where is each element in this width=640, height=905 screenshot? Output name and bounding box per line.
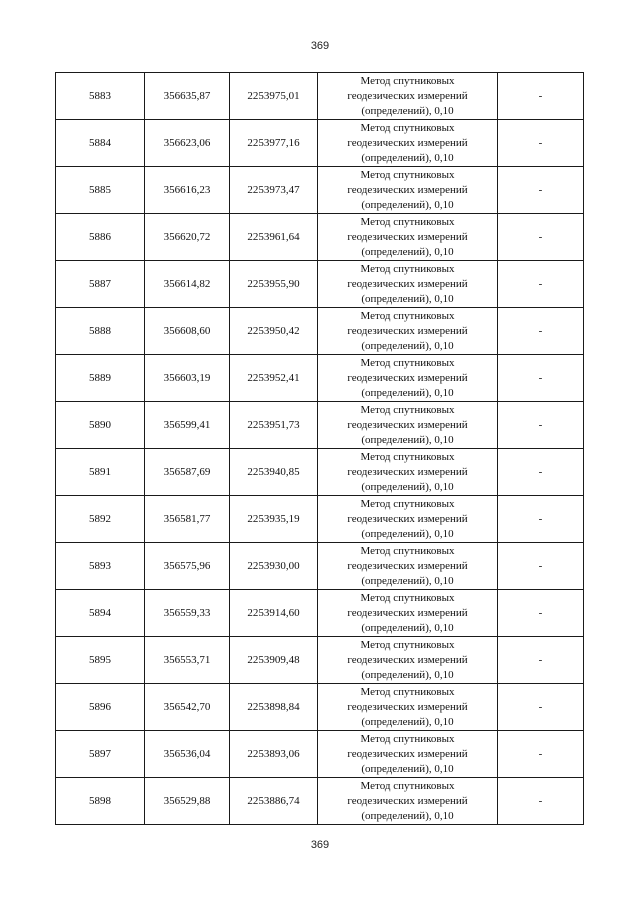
x-coordinate-cell: 356616,23 xyxy=(145,167,230,214)
method-line: Метод спутниковых xyxy=(360,732,455,745)
x-coordinate-cell: 356575,96 xyxy=(145,543,230,590)
method-line: геодезических измерений xyxy=(347,277,468,290)
y-coordinate-cell: 2253952,41 xyxy=(230,355,318,402)
method-line: Метод спутниковых xyxy=(360,497,455,510)
x-coordinate-cell: 356536,04 xyxy=(145,731,230,778)
method-line: геодезических измерений xyxy=(347,606,468,619)
method-line: (определений), 0,10 xyxy=(361,151,454,164)
table-row xyxy=(56,73,584,120)
y-coordinate-cell: 2253955,90 xyxy=(230,261,318,308)
point-number-cell: 5896 xyxy=(56,684,145,731)
table-row xyxy=(56,402,584,449)
description-cell: - xyxy=(498,402,584,449)
table-row xyxy=(56,684,584,731)
table-row xyxy=(56,590,584,637)
point-number-cell: 5888 xyxy=(56,308,145,355)
method-line: (определений), 0,10 xyxy=(361,198,454,211)
description-cell: - xyxy=(498,73,584,120)
method-cell xyxy=(318,261,498,308)
method-line: Метод спутниковых xyxy=(360,638,455,651)
y-coordinate-cell: 2253909,48 xyxy=(230,637,318,684)
table-row xyxy=(56,167,584,214)
description-cell: - xyxy=(498,355,584,402)
description-cell: - xyxy=(498,731,584,778)
table-row xyxy=(56,120,584,167)
point-number-cell: 5891 xyxy=(56,449,145,496)
method-line: Метод спутниковых xyxy=(360,356,455,369)
y-coordinate-cell: 2253893,06 xyxy=(230,731,318,778)
method-line: геодезических измерений xyxy=(347,136,468,149)
point-number-cell: 5883 xyxy=(56,73,145,120)
x-coordinate-cell: 356608,60 xyxy=(145,308,230,355)
description-cell: - xyxy=(498,167,584,214)
method-line: Метод спутниковых xyxy=(360,262,455,275)
method-line: геодезических измерений xyxy=(347,371,468,384)
method-line: геодезических измерений xyxy=(347,465,468,478)
table-row xyxy=(56,308,584,355)
coordinates-table-body xyxy=(56,73,584,825)
method-line: Метод спутниковых xyxy=(360,309,455,322)
description-cell: - xyxy=(498,120,584,167)
table-row xyxy=(56,449,584,496)
point-number-cell: 5895 xyxy=(56,637,145,684)
method-line: Метод спутниковых xyxy=(360,168,455,181)
x-coordinate-cell: 356529,88 xyxy=(145,778,230,825)
table-row xyxy=(56,496,584,543)
method-cell xyxy=(318,778,498,825)
method-line: (определений), 0,10 xyxy=(361,621,454,634)
y-coordinate-cell: 2253940,85 xyxy=(230,449,318,496)
method-line: (определений), 0,10 xyxy=(361,104,454,117)
x-coordinate-cell: 356635,87 xyxy=(145,73,230,120)
table-row xyxy=(56,214,584,261)
table-row xyxy=(56,778,584,825)
point-number-cell: 5893 xyxy=(56,543,145,590)
point-number-cell: 5884 xyxy=(56,120,145,167)
table-row xyxy=(56,543,584,590)
point-number-cell: 5890 xyxy=(56,402,145,449)
method-line: Метод спутниковых xyxy=(360,591,455,604)
method-line: Метод спутниковых xyxy=(360,450,455,463)
y-coordinate-cell: 2253977,16 xyxy=(230,120,318,167)
y-coordinate-cell: 2253975,01 xyxy=(230,73,318,120)
method-cell xyxy=(318,355,498,402)
x-coordinate-cell: 356581,77 xyxy=(145,496,230,543)
method-cell xyxy=(318,684,498,731)
description-cell: - xyxy=(498,590,584,637)
method-line: Метод спутниковых xyxy=(360,121,455,134)
method-line: (определений), 0,10 xyxy=(361,433,454,446)
method-line: геодезических измерений xyxy=(347,89,468,102)
y-coordinate-cell: 2253961,64 xyxy=(230,214,318,261)
x-coordinate-cell: 356542,70 xyxy=(145,684,230,731)
point-number-cell: 5886 xyxy=(56,214,145,261)
method-line: (определений), 0,10 xyxy=(361,668,454,681)
description-cell: - xyxy=(498,778,584,825)
method-line: геодезических измерений xyxy=(347,418,468,431)
y-coordinate-cell: 2253886,74 xyxy=(230,778,318,825)
y-coordinate-cell: 2253898,84 xyxy=(230,684,318,731)
method-cell xyxy=(318,731,498,778)
page-number-bottom: 369 xyxy=(310,839,330,851)
method-line: геодезических измерений xyxy=(347,794,468,807)
method-line: (определений), 0,10 xyxy=(361,480,454,493)
page-number-top: 369 xyxy=(310,40,330,52)
description-cell: - xyxy=(498,449,584,496)
description-cell: - xyxy=(498,214,584,261)
x-coordinate-cell: 356553,71 xyxy=(145,637,230,684)
method-cell xyxy=(318,543,498,590)
method-line: Метод спутниковых xyxy=(360,779,455,792)
description-cell: - xyxy=(498,496,584,543)
point-number-cell: 5892 xyxy=(56,496,145,543)
description-cell: - xyxy=(498,543,584,590)
method-line: геодезических измерений xyxy=(347,324,468,337)
table-row xyxy=(56,355,584,402)
x-coordinate-cell: 356623,06 xyxy=(145,120,230,167)
coordinates-table xyxy=(55,72,584,825)
method-cell xyxy=(318,73,498,120)
y-coordinate-cell: 2253951,73 xyxy=(230,402,318,449)
point-number-cell: 5898 xyxy=(56,778,145,825)
method-line: (определений), 0,10 xyxy=(361,809,454,822)
method-line: геодезических измерений xyxy=(347,559,468,572)
method-line: (определений), 0,10 xyxy=(361,574,454,587)
description-cell: - xyxy=(498,684,584,731)
method-line: геодезических измерений xyxy=(347,230,468,243)
x-coordinate-cell: 356559,33 xyxy=(145,590,230,637)
method-line: Метод спутниковых xyxy=(360,74,455,87)
y-coordinate-cell: 2253935,19 xyxy=(230,496,318,543)
method-cell xyxy=(318,214,498,261)
table-row xyxy=(56,637,584,684)
method-line: (определений), 0,10 xyxy=(361,527,454,540)
x-coordinate-cell: 356614,82 xyxy=(145,261,230,308)
method-cell xyxy=(318,590,498,637)
method-line: Метод спутниковых xyxy=(360,544,455,557)
method-line: (определений), 0,10 xyxy=(361,715,454,728)
method-line: (определений), 0,10 xyxy=(361,386,454,399)
method-line: (определений), 0,10 xyxy=(361,245,454,258)
point-number-cell: 5894 xyxy=(56,590,145,637)
method-line: Метод спутниковых xyxy=(360,215,455,228)
method-cell xyxy=(318,402,498,449)
y-coordinate-cell: 2253914,60 xyxy=(230,590,318,637)
description-cell: - xyxy=(498,261,584,308)
point-number-cell: 5897 xyxy=(56,731,145,778)
method-line: геодезических измерений xyxy=(347,700,468,713)
method-line: геодезических измерений xyxy=(347,183,468,196)
x-coordinate-cell: 356603,19 xyxy=(145,355,230,402)
method-cell xyxy=(318,167,498,214)
method-line: Метод спутниковых xyxy=(360,685,455,698)
method-cell xyxy=(318,637,498,684)
point-number-cell: 5887 xyxy=(56,261,145,308)
x-coordinate-cell: 356587,69 xyxy=(145,449,230,496)
x-coordinate-cell: 356620,72 xyxy=(145,214,230,261)
method-cell xyxy=(318,449,498,496)
method-line: (определений), 0,10 xyxy=(361,292,454,305)
method-line: геодезических измерений xyxy=(347,653,468,666)
method-cell xyxy=(318,496,498,543)
description-cell: - xyxy=(498,308,584,355)
y-coordinate-cell: 2253930,00 xyxy=(230,543,318,590)
point-number-cell: 5885 xyxy=(56,167,145,214)
method-line: геодезических измерений xyxy=(347,747,468,760)
method-cell xyxy=(318,308,498,355)
method-line: (определений), 0,10 xyxy=(361,339,454,352)
method-cell xyxy=(318,120,498,167)
method-line: геодезических измерений xyxy=(347,512,468,525)
y-coordinate-cell: 2253973,47 xyxy=(230,167,318,214)
method-line: Метод спутниковых xyxy=(360,403,455,416)
table-row xyxy=(56,261,584,308)
point-number-cell: 5889 xyxy=(56,355,145,402)
x-coordinate-cell: 356599,41 xyxy=(145,402,230,449)
description-cell: - xyxy=(498,637,584,684)
table-row xyxy=(56,731,584,778)
y-coordinate-cell: 2253950,42 xyxy=(230,308,318,355)
method-line: (определений), 0,10 xyxy=(361,762,454,775)
